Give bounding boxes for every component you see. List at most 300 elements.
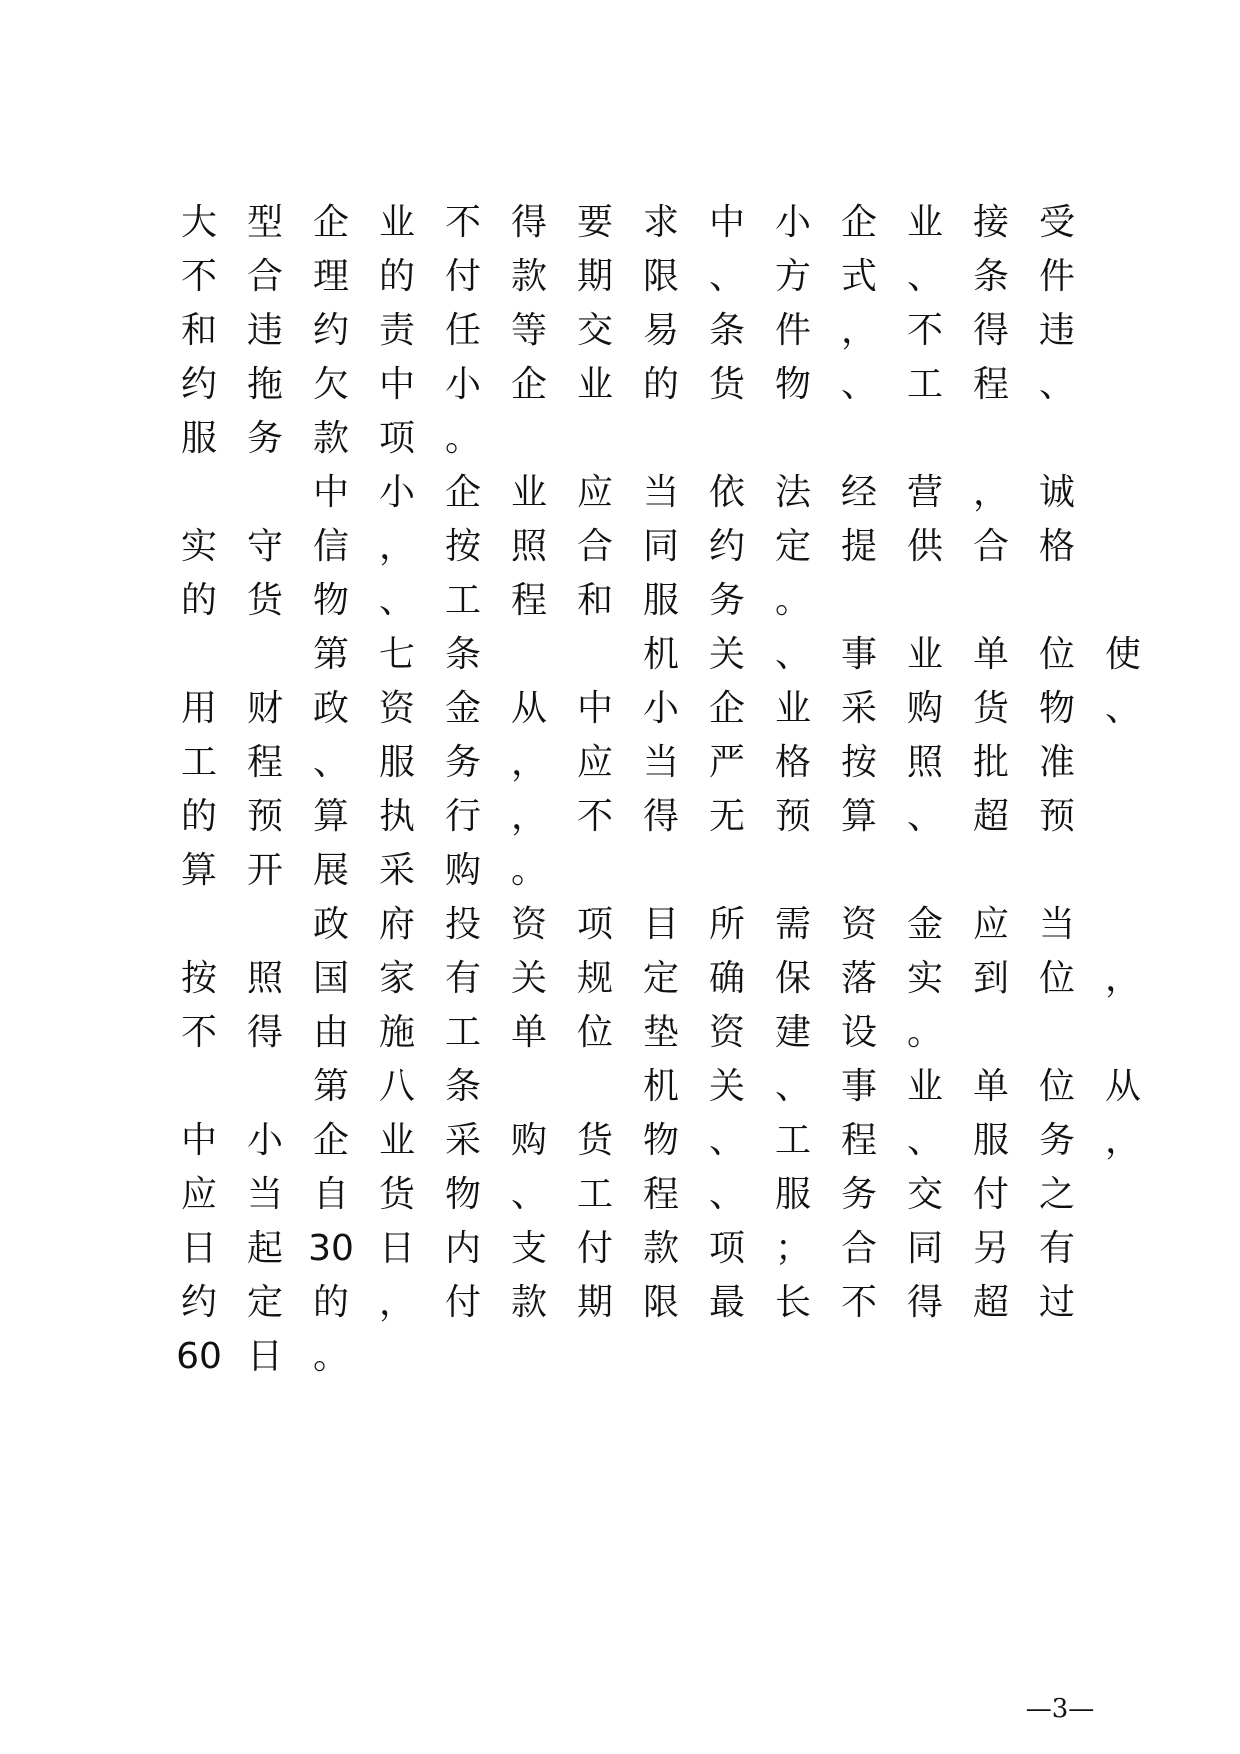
text-char: 无 bbox=[708, 796, 745, 837]
text-line bbox=[166, 895, 1090, 955]
text-char: 物 bbox=[444, 1174, 481, 1215]
text-char: 、 bbox=[708, 1120, 745, 1161]
text-char: 小 bbox=[774, 202, 811, 243]
text-char: 另 bbox=[972, 1228, 1009, 1269]
text-char: 单 bbox=[972, 634, 1009, 675]
text-char: 事 bbox=[840, 634, 877, 675]
text-char: 限 bbox=[642, 256, 679, 297]
text-char: 实 bbox=[180, 526, 217, 567]
text-char: 资 bbox=[840, 904, 877, 945]
text-char: 资 bbox=[708, 1012, 745, 1053]
text-char: 不 bbox=[576, 796, 613, 837]
text-char: 欠 bbox=[312, 364, 349, 405]
text-char: 企 bbox=[708, 688, 745, 729]
text-char: 要 bbox=[576, 202, 613, 243]
text-char: 展 bbox=[312, 850, 349, 891]
text-char bbox=[232, 625, 298, 685]
text-char: 工 bbox=[180, 742, 217, 783]
text-char bbox=[166, 1057, 232, 1117]
text-char: 有 bbox=[444, 958, 481, 999]
text-char: ； bbox=[774, 1228, 811, 1269]
text-char: 起 bbox=[246, 1228, 283, 1269]
text-char: 应 bbox=[576, 742, 613, 783]
text-char: 受 bbox=[1038, 202, 1075, 243]
text-line bbox=[166, 949, 1156, 1009]
text-char: 落 bbox=[840, 958, 877, 999]
text-char: 条 bbox=[708, 310, 745, 351]
text-char: 限 bbox=[642, 1282, 679, 1323]
text-char: 程 bbox=[840, 1120, 877, 1161]
text-char: 期 bbox=[576, 1282, 613, 1323]
text-char bbox=[166, 625, 232, 685]
text-char: 业 bbox=[378, 1120, 415, 1161]
text-char: 不 bbox=[840, 1282, 877, 1323]
text-char bbox=[232, 463, 298, 523]
text-char: 业 bbox=[906, 634, 943, 675]
text-line bbox=[166, 787, 1090, 847]
text-char bbox=[496, 1057, 562, 1117]
text-char: 程 bbox=[972, 364, 1009, 405]
text-char: 中 bbox=[576, 688, 613, 729]
text-char: 务 bbox=[708, 580, 745, 621]
text-char: 从 bbox=[1104, 1066, 1141, 1107]
text-line bbox=[166, 1165, 1090, 1225]
text-char: 、 bbox=[774, 1066, 811, 1107]
text-char: 投 bbox=[444, 904, 481, 945]
text-line bbox=[166, 841, 562, 901]
text-char: 约 bbox=[180, 1282, 217, 1323]
text-char: 款 bbox=[642, 1228, 679, 1269]
text-char: 货 bbox=[378, 1174, 415, 1215]
text-char: 定 bbox=[642, 958, 679, 999]
text-char: 到 bbox=[972, 958, 1009, 999]
text-char: 期 bbox=[576, 256, 613, 297]
text-char: 依 bbox=[708, 472, 745, 513]
text-char: 约 bbox=[180, 364, 217, 405]
text-line bbox=[166, 409, 496, 469]
text-char: 采 bbox=[378, 850, 415, 891]
text-char: 务 bbox=[840, 1174, 877, 1215]
text-char: 规 bbox=[576, 958, 613, 999]
text-char: 、 bbox=[708, 256, 745, 297]
text-char: 算 bbox=[312, 796, 349, 837]
text-char: 机 bbox=[642, 1066, 679, 1107]
text-char: ， bbox=[840, 310, 877, 351]
text-char: 款 bbox=[510, 1282, 547, 1323]
text-char: 算 bbox=[180, 850, 217, 891]
text-char: 合 bbox=[576, 526, 613, 567]
text-char: 预 bbox=[774, 796, 811, 837]
text-char: 付 bbox=[576, 1228, 613, 1269]
text-line bbox=[166, 679, 1156, 739]
text-char: 条 bbox=[444, 1066, 481, 1107]
text-char: 和 bbox=[180, 310, 217, 351]
text-char: 七 bbox=[378, 634, 415, 675]
text-char: 金 bbox=[906, 904, 943, 945]
text-char: 工 bbox=[774, 1120, 811, 1161]
text-char: 。 bbox=[774, 580, 811, 621]
text-char: 政 bbox=[312, 904, 349, 945]
text-char: 服 bbox=[180, 418, 217, 459]
text-char: 付 bbox=[444, 1282, 481, 1323]
text-char: 预 bbox=[1038, 796, 1075, 837]
text-char: 提 bbox=[840, 526, 877, 567]
text-char: 务 bbox=[444, 742, 481, 783]
text-char: 企 bbox=[444, 472, 481, 513]
text-char: 按 bbox=[840, 742, 877, 783]
text-char: 经 bbox=[840, 472, 877, 513]
text-char: 位 bbox=[1038, 958, 1075, 999]
text-line bbox=[166, 1219, 1090, 1279]
text-char: ， bbox=[1104, 958, 1141, 999]
text-line bbox=[166, 1111, 1156, 1171]
text-char: 求 bbox=[642, 202, 679, 243]
text-char: 约 bbox=[708, 526, 745, 567]
text-char: 金 bbox=[444, 688, 481, 729]
text-char: 式 bbox=[840, 256, 877, 297]
text-char: 的 bbox=[180, 580, 217, 621]
text-line bbox=[166, 247, 1090, 307]
text-char: 交 bbox=[576, 310, 613, 351]
text-char: 府 bbox=[378, 904, 415, 945]
text-line bbox=[166, 193, 1090, 253]
text-char: 条 bbox=[972, 256, 1009, 297]
text-char: 事 bbox=[840, 1066, 877, 1107]
text-char: ， bbox=[972, 472, 1009, 513]
text-line bbox=[166, 625, 1156, 685]
text-char bbox=[232, 895, 298, 955]
text-char: 小 bbox=[246, 1120, 283, 1161]
text-char: 货 bbox=[246, 580, 283, 621]
text-char: 内 bbox=[444, 1228, 481, 1269]
text-char: 当 bbox=[1038, 904, 1075, 945]
text-char: 、 bbox=[708, 1174, 745, 1215]
text-char: 。 bbox=[906, 1012, 943, 1053]
text-char: 的 bbox=[312, 1282, 349, 1323]
text-char: 施 bbox=[378, 1012, 415, 1053]
text-char: 购 bbox=[444, 850, 481, 891]
text-char: 垫 bbox=[642, 1012, 679, 1053]
text-char: 货 bbox=[708, 364, 745, 405]
text-char: 的 bbox=[642, 364, 679, 405]
text-char: 工 bbox=[906, 364, 943, 405]
text-char: 、 bbox=[906, 796, 943, 837]
text-char: 30 bbox=[308, 1228, 354, 1269]
text-char: 资 bbox=[378, 688, 415, 729]
text-char: 物 bbox=[774, 364, 811, 405]
text-char: 中 bbox=[312, 472, 349, 513]
text-char: 购 bbox=[510, 1120, 547, 1161]
text-char: 超 bbox=[972, 1282, 1009, 1323]
text-char: 服 bbox=[774, 1174, 811, 1215]
text-char bbox=[562, 1057, 628, 1117]
text-char: 算 bbox=[840, 796, 877, 837]
text-char: 执 bbox=[378, 796, 415, 837]
text-char: 位 bbox=[1038, 634, 1075, 675]
text-char: 、 bbox=[906, 256, 943, 297]
text-char: 位 bbox=[576, 1012, 613, 1053]
text-char: 之 bbox=[1038, 1174, 1075, 1215]
text-char: 应 bbox=[576, 472, 613, 513]
text-char: 国 bbox=[312, 958, 349, 999]
text-char: ， bbox=[510, 742, 547, 783]
text-char: 。 bbox=[444, 418, 481, 459]
text-char: 付 bbox=[972, 1174, 1009, 1215]
text-char bbox=[496, 625, 562, 685]
text-char: 诚 bbox=[1038, 472, 1075, 513]
text-char: 不 bbox=[906, 310, 943, 351]
text-char: 守 bbox=[246, 526, 283, 567]
text-char: 照 bbox=[510, 526, 547, 567]
text-char: 照 bbox=[246, 958, 283, 999]
text-char: 同 bbox=[906, 1228, 943, 1269]
text-char: 。 bbox=[510, 850, 547, 891]
text-char: 项 bbox=[378, 418, 415, 459]
text-char: ， bbox=[510, 796, 547, 837]
text-char: 中 bbox=[708, 202, 745, 243]
text-line bbox=[166, 1273, 1090, 1333]
text-char: 务 bbox=[1038, 1120, 1075, 1161]
text-char: 超 bbox=[972, 796, 1009, 837]
text-char: 业 bbox=[906, 1066, 943, 1107]
text-char: 机 bbox=[642, 634, 679, 675]
text-char: 当 bbox=[642, 742, 679, 783]
text-char: 60 bbox=[176, 1336, 222, 1377]
text-char: 资 bbox=[510, 904, 547, 945]
text-char: 当 bbox=[642, 472, 679, 513]
text-char: 预 bbox=[246, 796, 283, 837]
text-char: 服 bbox=[642, 580, 679, 621]
text-char: 任 bbox=[444, 310, 481, 351]
text-char: ， bbox=[378, 526, 415, 567]
text-char: 目 bbox=[642, 904, 679, 945]
text-char: 件 bbox=[774, 310, 811, 351]
text-char: 第 bbox=[312, 634, 349, 675]
text-char: 格 bbox=[774, 742, 811, 783]
text-char: 企 bbox=[840, 202, 877, 243]
text-char: 中 bbox=[180, 1120, 217, 1161]
text-char: 业 bbox=[906, 202, 943, 243]
text-char: 接 bbox=[972, 202, 1009, 243]
text-char: 日 bbox=[378, 1228, 415, 1269]
text-char bbox=[166, 895, 232, 955]
text-char: 确 bbox=[708, 958, 745, 999]
text-char: 日 bbox=[246, 1336, 283, 1377]
text-line bbox=[166, 517, 1090, 577]
text-char: 供 bbox=[906, 526, 943, 567]
text-char: 物 bbox=[642, 1120, 679, 1161]
text-char: 约 bbox=[312, 310, 349, 351]
text-char: 建 bbox=[774, 1012, 811, 1053]
text-char: 、 bbox=[312, 742, 349, 783]
text-char: 第 bbox=[312, 1066, 349, 1107]
text-char: 采 bbox=[444, 1120, 481, 1161]
text-char: 、 bbox=[906, 1120, 943, 1161]
text-char: 工 bbox=[444, 580, 481, 621]
text-char: 服 bbox=[972, 1120, 1009, 1161]
text-char: 合 bbox=[972, 526, 1009, 567]
text-char: 需 bbox=[774, 904, 811, 945]
text-char: 严 bbox=[708, 742, 745, 783]
text-char: 有 bbox=[1038, 1228, 1075, 1269]
text-char: 定 bbox=[774, 526, 811, 567]
text-char: 政 bbox=[312, 688, 349, 729]
text-char: 法 bbox=[774, 472, 811, 513]
text-char: 不 bbox=[180, 1012, 217, 1053]
text-char: 关 bbox=[708, 1066, 745, 1107]
text-char: 开 bbox=[246, 850, 283, 891]
text-char: 企 bbox=[312, 1120, 349, 1161]
text-char: 物 bbox=[312, 580, 349, 621]
text-char: 物 bbox=[1038, 688, 1075, 729]
text-char: 程 bbox=[246, 742, 283, 783]
text-char: 项 bbox=[576, 904, 613, 945]
text-char: 使 bbox=[1104, 634, 1141, 675]
text-char: 服 bbox=[378, 742, 415, 783]
text-char: 按 bbox=[180, 958, 217, 999]
text-line bbox=[166, 463, 1090, 523]
text-char: 合 bbox=[246, 256, 283, 297]
text-char: 业 bbox=[774, 688, 811, 729]
text-char: 的 bbox=[180, 796, 217, 837]
text-char: 业 bbox=[378, 202, 415, 243]
text-char: 中 bbox=[378, 364, 415, 405]
text-line bbox=[166, 571, 826, 631]
text-line bbox=[166, 733, 1090, 793]
text-char: 格 bbox=[1038, 526, 1075, 567]
text-char: 实 bbox=[906, 958, 943, 999]
text-char: 购 bbox=[906, 688, 943, 729]
text-char bbox=[166, 463, 232, 523]
text-char: 应 bbox=[180, 1174, 217, 1215]
text-char: 得 bbox=[246, 1012, 283, 1053]
text-char: 从 bbox=[510, 688, 547, 729]
text-char: 单 bbox=[972, 1066, 1009, 1107]
text-char: 按 bbox=[444, 526, 481, 567]
text-char: 。 bbox=[312, 1336, 349, 1377]
text-char: 得 bbox=[642, 796, 679, 837]
text-line bbox=[166, 1057, 1156, 1117]
text-char: 得 bbox=[510, 202, 547, 243]
text-char: 准 bbox=[1038, 742, 1075, 783]
text-char: 业 bbox=[576, 364, 613, 405]
text-char: 自 bbox=[312, 1174, 349, 1215]
text-char: 保 bbox=[774, 958, 811, 999]
text-char: 营 bbox=[906, 472, 943, 513]
text-char: 最 bbox=[708, 1282, 745, 1323]
text-char: 款 bbox=[312, 418, 349, 459]
text-char: 得 bbox=[972, 310, 1009, 351]
text-char: 等 bbox=[510, 310, 547, 351]
text-char: 方 bbox=[774, 256, 811, 297]
text-char: 工 bbox=[576, 1174, 613, 1215]
text-char: 应 bbox=[972, 904, 1009, 945]
text-char: 关 bbox=[708, 634, 745, 675]
text-char: 行 bbox=[444, 796, 481, 837]
text-line bbox=[166, 301, 1090, 361]
text-char: 长 bbox=[774, 1282, 811, 1323]
text-char: 程 bbox=[510, 580, 547, 621]
text-char: 付 bbox=[444, 256, 481, 297]
text-char: 小 bbox=[378, 472, 415, 513]
text-char: 型 bbox=[246, 202, 283, 243]
text-char: 程 bbox=[642, 1174, 679, 1215]
text-char: 定 bbox=[246, 1282, 283, 1323]
text-char: 得 bbox=[906, 1282, 943, 1323]
text-char: 项 bbox=[708, 1228, 745, 1269]
text-char: 不 bbox=[444, 202, 481, 243]
text-char: 、 bbox=[840, 364, 877, 405]
text-char: 不 bbox=[180, 256, 217, 297]
text-char: 、 bbox=[1038, 364, 1075, 405]
text-char: 用 bbox=[180, 688, 217, 729]
text-char: 所 bbox=[708, 904, 745, 945]
text-char: 工 bbox=[444, 1012, 481, 1053]
text-char: 条 bbox=[444, 634, 481, 675]
text-char bbox=[562, 625, 628, 685]
text-char: 由 bbox=[312, 1012, 349, 1053]
text-char: 、 bbox=[1104, 688, 1141, 729]
text-char: 大 bbox=[180, 202, 217, 243]
text-char: 小 bbox=[642, 688, 679, 729]
text-char: 款 bbox=[510, 256, 547, 297]
text-char: 照 bbox=[906, 742, 943, 783]
text-char: 信 bbox=[312, 526, 349, 567]
text-char: 易 bbox=[642, 310, 679, 351]
page-number: —3— bbox=[1025, 1694, 1095, 1724]
text-char: 八 bbox=[378, 1066, 415, 1107]
text-char: 违 bbox=[246, 310, 283, 351]
text-char: 单 bbox=[510, 1012, 547, 1053]
text-char: 责 bbox=[378, 310, 415, 351]
text-char: 关 bbox=[510, 958, 547, 999]
text-char: 合 bbox=[840, 1228, 877, 1269]
text-char: 财 bbox=[246, 688, 283, 729]
text-char: 业 bbox=[510, 472, 547, 513]
text-char bbox=[232, 1057, 298, 1117]
text-char: 、 bbox=[378, 580, 415, 621]
text-char: 支 bbox=[510, 1228, 547, 1269]
text-line bbox=[166, 1003, 958, 1063]
text-char: 设 bbox=[840, 1012, 877, 1053]
text-char: 务 bbox=[246, 418, 283, 459]
text-char: 和 bbox=[576, 580, 613, 621]
text-char: 的 bbox=[378, 256, 415, 297]
text-char: 理 bbox=[312, 256, 349, 297]
text-char: 小 bbox=[444, 364, 481, 405]
text-char: 企 bbox=[312, 202, 349, 243]
text-line bbox=[166, 355, 1090, 415]
text-char: 货 bbox=[972, 688, 1009, 729]
text-char: 同 bbox=[642, 526, 679, 567]
text-char: 当 bbox=[246, 1174, 283, 1215]
text-char: 货 bbox=[576, 1120, 613, 1161]
text-char: 件 bbox=[1038, 256, 1075, 297]
text-char: 采 bbox=[840, 688, 877, 729]
text-char: 过 bbox=[1038, 1282, 1075, 1323]
text-line bbox=[166, 1327, 364, 1387]
text-char: 家 bbox=[378, 958, 415, 999]
text-char: 位 bbox=[1038, 1066, 1075, 1107]
text-char: 日 bbox=[180, 1228, 217, 1269]
text-char: 违 bbox=[1038, 310, 1075, 351]
text-char: ， bbox=[1104, 1120, 1141, 1161]
text-char: 交 bbox=[906, 1174, 943, 1215]
text-char: 、 bbox=[510, 1174, 547, 1215]
text-char: 、 bbox=[774, 634, 811, 675]
text-char: 拖 bbox=[246, 364, 283, 405]
text-char: 企 bbox=[510, 364, 547, 405]
